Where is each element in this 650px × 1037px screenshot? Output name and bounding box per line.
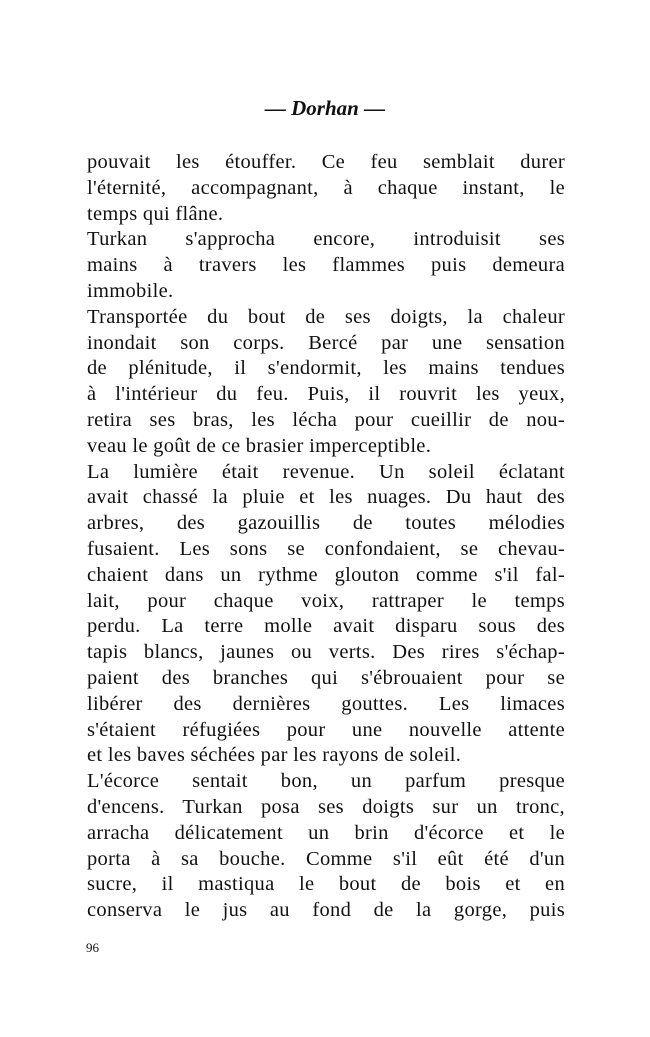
text-line: de plénitude, il s'endormit, les mains tendues [87,357,565,380]
text-line: à l'intérieur du feu. Puis, il rouvrit les yeux, [87,383,565,406]
text-line: d'encens. Turkan posa ses doigts sur un tronc, [87,795,565,818]
text-line: immobile. [87,279,174,302]
text-line: chaient dans un rythme glouton comme s'il fal- [87,563,565,586]
text-line: avait chassé la pluie et les nuages. Du haut des [87,486,565,509]
text-line: veau le goût de ce brasier imperceptible. [87,434,432,457]
text-line: arbres, des gazouillis de toutes mélodies [87,512,565,535]
text-line: paient des branches qui s'ébrouaient pour se [87,666,565,689]
text-line: Transportée du bout de ses doigts, la chaleur [87,305,565,328]
text-line: fusaient. Les sons se confondaient, se chevau- [87,537,565,560]
text-line: arracha délicatement un brin d'écorce et le [87,821,565,844]
text-line: tapis blancs, jaunes ou verts. Des rires s'échap- [87,641,565,664]
text-line: inondait son corps. Bercé par une sensation [87,331,565,354]
text-line: perdu. La terre molle avait disparu sous des [87,615,565,638]
text-line: l'éternité, accompagnant, à chaque instant, le [87,176,565,199]
text-line: Turkan s'approcha encore, introduisit ses [87,228,565,251]
text-line: lait, pour chaque voix, rattraper le temps [87,589,565,612]
text-line: L'écorce sentait bon, un parfum presque [87,770,565,793]
text-line: libérer des dernières gouttes. Les limaces [87,692,565,715]
body-text [87,150,565,924]
text-line: porta à sa bouche. Comme s'il eût été d'un [87,847,565,870]
page-number: 96 [86,940,99,955]
text-line: conserva le jus au fond de la gorge, puis [87,899,565,922]
text-line: et les baves séchées par les rayons de soleil. [87,744,462,767]
text-line: La lumière était revenue. Un soleil éclatant [87,460,565,483]
text-line: sucre, il mastiqua le bout de bois et en [87,873,565,896]
running-head: — Dorhan — [264,96,386,120]
text-line: pouvait les étouffer. Ce feu semblait durer [87,151,565,173]
text-line: mains à travers les flammes puis demeura [87,254,565,277]
text-line: s'étaient réfugiées pour une nouvelle attente [87,718,565,741]
text-line: temps qui flâne. [87,202,224,225]
text-line: retira ses bras, les lécha pour cueillir de nou- [87,408,565,431]
